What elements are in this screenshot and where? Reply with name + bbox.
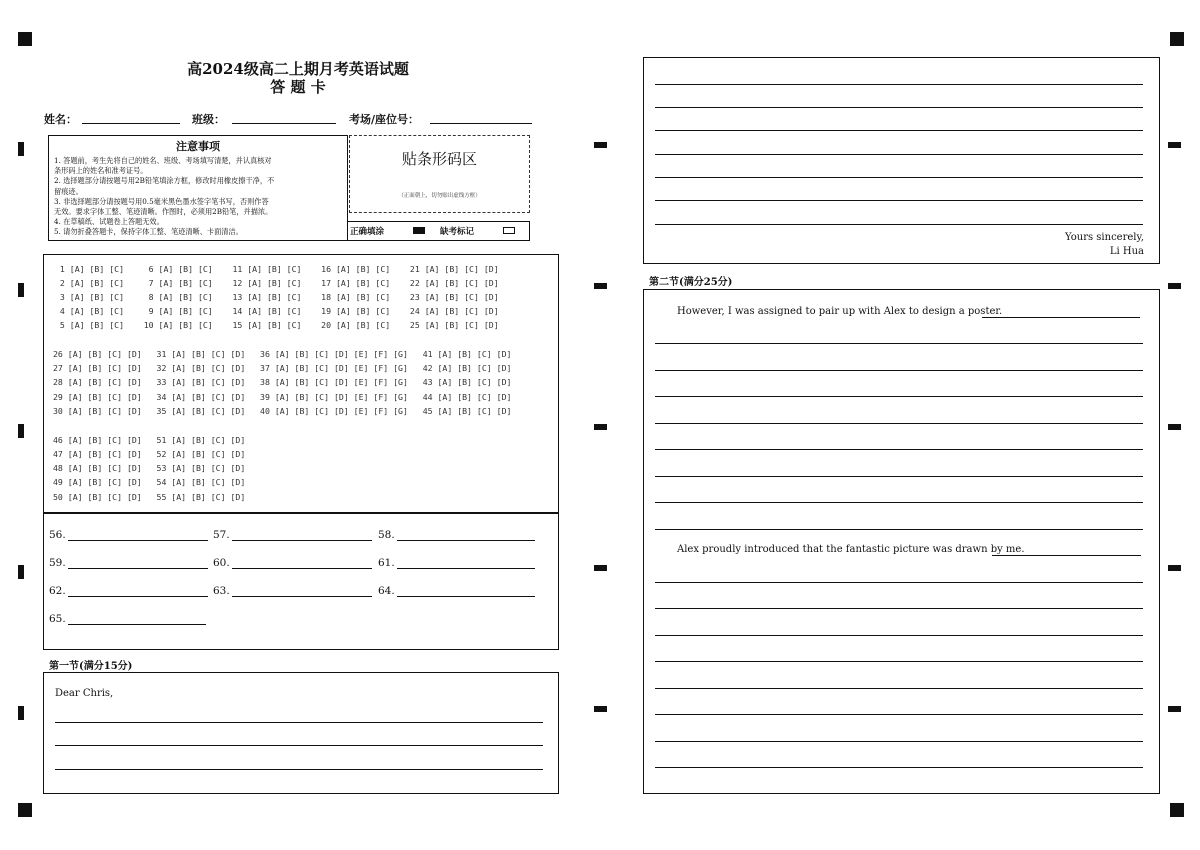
letter-salutation: Dear Chris, <box>55 688 114 699</box>
blank-59-field[interactable] <box>68 568 208 569</box>
writing-line[interactable] <box>655 767 1143 768</box>
writing-line[interactable] <box>655 661 1143 662</box>
writing-line[interactable] <box>655 423 1143 424</box>
corner-mark-top-left <box>18 32 32 46</box>
timing-mark-mid-4 <box>594 565 607 571</box>
timing-mark-left-3 <box>18 424 24 438</box>
corner-mark-bottom-left <box>18 803 32 817</box>
writing-line[interactable] <box>655 130 1143 131</box>
notice-title: 注意事项 <box>176 140 220 153</box>
writing-line[interactable] <box>655 635 1143 636</box>
timing-mark-left-2 <box>18 283 24 297</box>
barcode-label: 贴条形码区 <box>401 150 477 168</box>
writing-line[interactable] <box>655 177 1143 178</box>
notice-line: 留痕迹。 <box>54 186 83 196</box>
writing-line[interactable] <box>655 449 1143 450</box>
blank-number: 58. <box>378 529 395 541</box>
timing-mark-left-4 <box>18 565 24 579</box>
mcq-row[interactable]: 5 [A] [B] [C] 10 [A] [B] [C] 15 [A] [B] [C] 20 [A] [B] [C] 25 [A] [B] [C] [D] <box>55 320 499 330</box>
timing-mark-mid-3 <box>594 424 607 430</box>
timing-mark-left-1 <box>18 142 24 156</box>
letter-closing: Yours sincerely, <box>1065 232 1144 243</box>
mcq-row[interactable]: 50 [A] [B] [C] [D] 55 [A] [B] [C] [D] <box>53 492 246 502</box>
blank-63-field[interactable] <box>232 596 372 597</box>
timing-mark-mid-1 <box>594 142 607 148</box>
writing-line[interactable] <box>655 224 1143 225</box>
blank-number: 63. <box>213 585 230 597</box>
blank-60-field[interactable] <box>232 568 372 569</box>
timing-mark-right-3 <box>1168 424 1181 430</box>
mcq-row[interactable]: 4 [A] [B] [C] 9 [A] [B] [C] 14 [A] [B] [C] 19 [A] [B] [C] 24 [A] [B] [C] [D] <box>55 306 499 316</box>
blank-number: 59. <box>49 557 66 569</box>
blank-number: 65. <box>49 613 66 625</box>
mcq-row[interactable]: 3 [A] [B] [C] 8 [A] [B] [C] 13 [A] [B] [C] 18 [A] [B] [C] 23 [A] [B] [C] [D] <box>55 292 499 302</box>
blank-number: 64. <box>378 585 395 597</box>
writing-line[interactable] <box>655 476 1143 477</box>
blank-number: 61. <box>378 557 395 569</box>
seat-field[interactable] <box>430 123 532 124</box>
mcq-row[interactable]: 27 [A] [B] [C] [D] 32 [A] [B] [C] [D] 37 [A] [B] [C] [D] [E] [F] [G] 42 [A] [B] [C] [D] <box>53 363 512 373</box>
writing-line[interactable] <box>55 722 543 723</box>
name-label: 姓名： <box>44 113 77 126</box>
writing-line[interactable] <box>655 370 1143 371</box>
writing-line[interactable] <box>55 769 543 770</box>
barcode-area <box>349 135 530 213</box>
writing-line[interactable] <box>655 154 1143 155</box>
section1-header: 第一节(满分15分) <box>49 661 133 672</box>
notice-line: 4. 在草稿纸、试题卷上答题无效。 <box>54 217 164 227</box>
continuation-prompt-1: However, I was assigned to pair up with Alex to design a poster. <box>677 306 1003 317</box>
writing-line[interactable] <box>655 502 1143 503</box>
absent-mark-label: 缺考标记 <box>440 227 475 237</box>
seat-label: 考场/座位号： <box>349 113 420 126</box>
prompt1-blank[interactable] <box>982 317 1140 318</box>
notice-line: 无效。要求字体工整、笔迹清晰。作图时，必须用2B铅笔，并描浓。 <box>54 207 273 217</box>
blank-64-field[interactable] <box>397 596 535 597</box>
blank-number: 62. <box>49 585 66 597</box>
writing-line[interactable] <box>655 84 1143 85</box>
mcq-row[interactable]: 2 [A] [B] [C] 7 [A] [B] [C] 12 [A] [B] [C] 17 [A] [B] [C] 22 [A] [B] [C] [D] <box>55 278 499 288</box>
notice-line: 3. 非选择题部分请按题号用0.5毫米黑色墨水签字笔书写，否则作答 <box>54 196 269 206</box>
notice-line: 5. 请勿折叠答题卡，保持字体工整、笔迹清晰、卡面清洁。 <box>54 227 243 237</box>
writing-line[interactable] <box>655 582 1143 583</box>
writing-line[interactable] <box>655 200 1143 201</box>
writing-line[interactable] <box>655 396 1143 397</box>
timing-mark-right-2 <box>1168 283 1181 289</box>
notice-line: 1. 答题前，考生先将自己的姓名、班级、考场填写清楚，并认真核对 <box>54 156 272 165</box>
blank-number: 57. <box>213 529 230 541</box>
prompt2-blank[interactable] <box>992 555 1141 556</box>
blank-61-field[interactable] <box>397 568 535 569</box>
writing-line[interactable] <box>655 343 1143 344</box>
writing-line[interactable] <box>55 745 543 746</box>
blank-65-field[interactable] <box>68 624 206 625</box>
blank-number: 60. <box>213 557 230 569</box>
notice-line: 2. 选择题部分请按题号用2B铅笔填涂方框，修改时用橡皮擦干净，不 <box>54 176 275 186</box>
writing-line[interactable] <box>655 688 1143 689</box>
exam-title: 高2024级高二上期月考英语试题 <box>187 60 409 78</box>
answer-sheet-subtitle: 答 题 卡 <box>270 78 326 96</box>
continuation-prompt-2: Alex proudly introduced that the fantastic picture was drawn by me. <box>677 544 1025 555</box>
timing-mark-left-5 <box>18 706 24 720</box>
mcq-row[interactable]: 49 [A] [B] [C] [D] 54 [A] [B] [C] [D] <box>53 477 246 487</box>
notice-box <box>48 135 348 241</box>
mcq-row[interactable]: 1 [A] [B] [C] 6 [A] [B] [C] 11 [A] [B] [C] 16 [A] [B] [C] 21 [A] [B] [C] [D] <box>55 264 499 274</box>
class-label: 班级： <box>192 113 225 126</box>
mcq-row[interactable]: 30 [A] [B] [C] [D] 35 [A] [B] [C] [D] 40 [A] [B] [C] [D] [E] [F] [G] 45 [A] [B] [C] [D] <box>53 406 512 416</box>
name-field[interactable] <box>82 123 180 124</box>
mcq-row[interactable]: 28 [A] [B] [C] [D] 33 [A] [B] [C] [D] 38 [A] [B] [C] [D] [E] [F] [G] 43 [A] [B] [C] [D] <box>53 377 512 387</box>
blank-number: 56. <box>49 529 66 541</box>
timing-mark-mid-5 <box>594 706 607 712</box>
letter-signature: Li Hua <box>1109 246 1144 257</box>
corner-mark-top-right <box>1170 32 1184 46</box>
writing-line[interactable] <box>655 714 1143 715</box>
fill-legend <box>347 221 530 241</box>
blank-56-field[interactable] <box>68 540 208 541</box>
timing-mark-mid-2 <box>594 283 607 289</box>
writing-line[interactable] <box>655 529 1143 530</box>
timing-mark-right-4 <box>1168 565 1181 571</box>
blank-62-field[interactable] <box>68 596 208 597</box>
section2-writing-area[interactable] <box>643 289 1160 794</box>
mcq-row[interactable]: 48 [A] [B] [C] [D] 53 [A] [B] [C] [D] <box>53 463 246 473</box>
class-field[interactable] <box>232 123 336 124</box>
writing-line[interactable] <box>655 741 1143 742</box>
mcq-row[interactable]: 26 [A] [B] [C] [D] 31 [A] [B] [C] [D] 36 [A] [B] [C] [D] [E] [F] [G] 41 [A] [B] [C] [D] <box>53 349 512 359</box>
mcq-row[interactable]: 47 [A] [B] [C] [D] 52 [A] [B] [C] [D] <box>53 449 246 459</box>
section2-header: 第二节(满分25分) <box>649 277 733 288</box>
blank-58-field[interactable] <box>397 540 535 541</box>
mcq-row[interactable]: 46 [A] [B] [C] [D] 51 [A] [B] [C] [D] <box>53 435 246 445</box>
writing-line[interactable] <box>655 608 1143 609</box>
corner-mark-bottom-right <box>1170 803 1184 817</box>
timing-mark-right-1 <box>1168 142 1181 148</box>
absent-mark-checkbox[interactable] <box>503 227 515 234</box>
writing-line[interactable] <box>655 107 1143 108</box>
fill-blank-area <box>43 513 559 650</box>
notice-line: 条形码上的姓名和准考证号。 <box>54 166 148 176</box>
blank-57-field[interactable] <box>232 540 372 541</box>
mcq-row[interactable]: 29 [A] [B] [C] [D] 34 [A] [B] [C] [D] 39 [A] [B] [C] [D] [E] [F] [G] 44 [A] [B] [C] [D] <box>53 392 512 402</box>
timing-mark-right-5 <box>1168 706 1181 712</box>
correct-fill-label: 正确填涂 <box>350 227 385 237</box>
section1-writing-area[interactable] <box>43 672 559 794</box>
correct-fill-sample <box>413 227 425 234</box>
barcode-hint: （正面朝上，切勿贴出虚线方框） <box>398 193 481 199</box>
